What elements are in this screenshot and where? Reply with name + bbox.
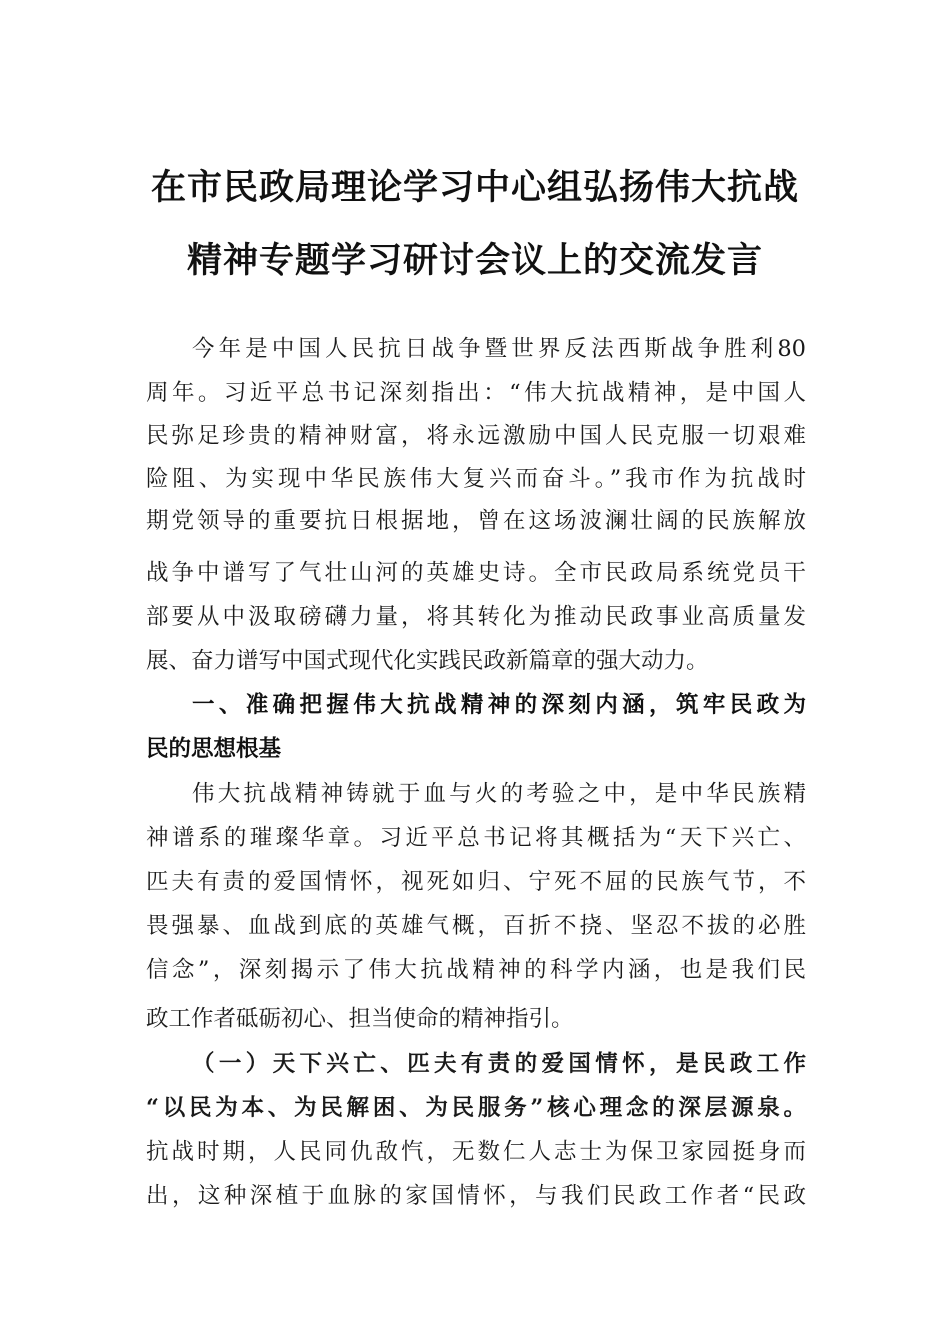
- paragraph-line: 畏强暴、血战到底的英雄气概，百折不挠、坚忍不拔的必胜: [146, 913, 806, 939]
- paragraph-line: 匹夫有责的爱国情怀，视死如归、宁死不屈的民族气节，不: [146, 869, 806, 895]
- document-title-line-2: 精神专题学习研讨会议上的交流发言: [186, 240, 763, 281]
- section-heading-line: 一、准确把握伟大抗战精神的深刻内涵，筑牢民政为: [192, 692, 806, 718]
- document-title-line-1: 在市民政局理论学习中心组弘扬伟大抗战: [150, 167, 799, 208]
- paragraph-line: 信念”，深刻揭示了伟大抗战精神的科学内涵，也是我们民: [146, 957, 806, 983]
- paragraph-line: 部要从中汲取磅礴力量，将其转化为推动民政事业高质量发: [146, 604, 806, 630]
- paragraph-line: 民弥足珍贵的精神财富，将永远激励中国人民克服一切艰难: [146, 423, 806, 449]
- paragraph-line: 神谱系的璀璨华章。习近平总书记将其概括为“天下兴亡、: [146, 825, 806, 851]
- paragraph-line: 战争中谱写了气壮山河的英雄史诗。全市民政局系统党员干: [146, 560, 806, 586]
- paragraph-line: 险阻、为实现中华民族伟大复兴而奋斗。”我市作为抗战时: [146, 466, 806, 492]
- subsection-line: （一）天下兴亡、匹夫有责的爱国情怀，是民政工作: [192, 1051, 806, 1077]
- paragraph-line: 抗战时期，人民同仇敌忾，无数仁人志士为保卫家园挺身而: [146, 1139, 806, 1165]
- paragraph-line: 政工作者砥砺初心、担当使命的精神指引。: [146, 1006, 574, 1032]
- section-heading-line: 民的思想根基: [146, 736, 282, 762]
- subsection-line: “以民为本、为民解困、为民服务”核心理念的深层源泉。: [146, 1095, 806, 1121]
- paragraph-line: 周年。习近平总书记深刻指出：“伟大抗战精神，是中国人: [146, 380, 806, 406]
- paragraph-line: 今年是中国人民抗日战争暨世界反法西斯战争胜利80: [192, 336, 806, 362]
- paragraph-line: 出，这种深植于血脉的家国情怀，与我们民政工作者“民政: [146, 1183, 806, 1209]
- paragraph-line: 伟大抗战精神铸就于血与火的考验之中，是中华民族精: [192, 781, 806, 807]
- paragraph-line: 期党领导的重要抗日根据地，曾在这场波澜壮阔的民族解放: [146, 508, 806, 534]
- paragraph-line: 展、奋力谱写中国式现代化实践民政新篇章的强大动力。: [146, 648, 709, 674]
